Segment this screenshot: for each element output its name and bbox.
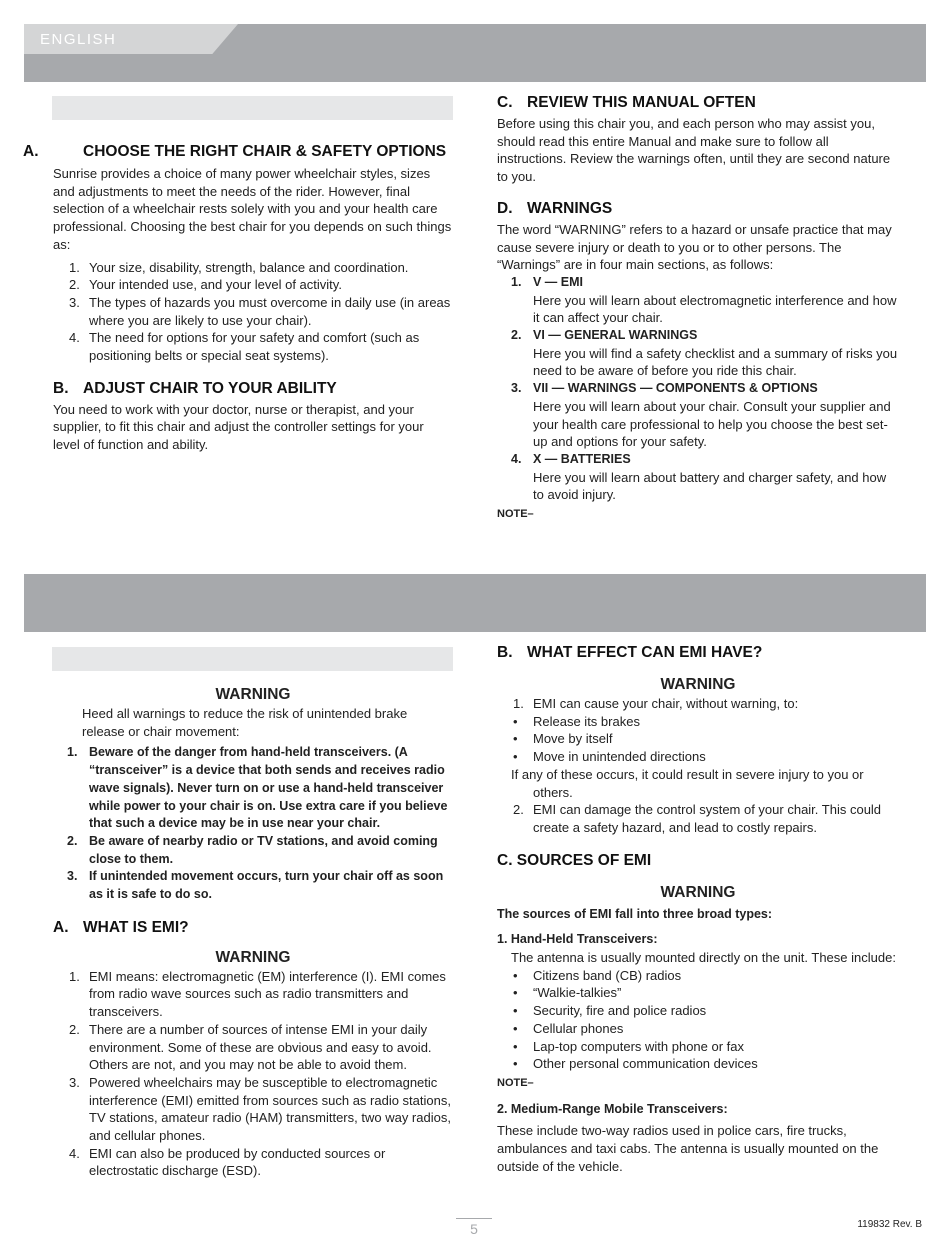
section-d-heading: D. WARNINGS [497, 199, 613, 217]
list-item: • Move by itself [513, 731, 613, 747]
list-item: • Release its brakes [513, 713, 640, 729]
note-label: NOTE– [497, 1076, 534, 1089]
list-item: 3. Powered wheelchairs may be susceptible to electromagnetic interference (EMI) emitted from sources such as radio stations, TV stations, amateur radio (HAM) transmitters, two way radios, and cellular phones. [69, 1074, 451, 1144]
list-item: 1. EMI means: electromagnetic (EM) interference (I). EMI comes from radio wave sources such as radio transmitters and transceivers. [69, 968, 446, 1020]
list-item: 4. EMI can also be produced by conducted sources or electrostatic discharge (ESD). [69, 1145, 386, 1179]
emi-a-heading: A. WHAT IS EMI? [53, 918, 189, 936]
warning-heading: WARNING [660, 883, 736, 901]
emi-effect-after: If any of these occurs, it could result in severe injury to you or others. [511, 766, 864, 800]
emi-c-heading: C. SOURCES OF EMI [497, 851, 652, 869]
emi-b-heading: B. WHAT EFFECT CAN EMI HAVE? [497, 644, 763, 661]
section-c-heading: C. REVIEW THIS MANUAL OFTEN [497, 94, 756, 111]
list-item: • Lap-top computers with phone or fax [513, 1038, 745, 1054]
emi-sources-lead: The sources of EMI fall into three broad types: [497, 906, 773, 921]
list-item: 2. Your intended use, and your level of activity. [69, 277, 342, 293]
language-label: ENGLISH [40, 31, 117, 48]
emi-sub-2-text: These include two-way radios used in police cars, fire trucks, ambulances and taxi cabs. The antenna is usually mounted on the outside of the vehicle. [497, 1123, 879, 1174]
section-title-bar-top [52, 96, 453, 120]
top-right-column [497, 93, 899, 524]
section-d-intro: The word “WARNING” refers to a hazard or unsafe practice that may cause severe injury or death to you or to other persons. The “Warnings” are in four main sections, as follows: [497, 221, 892, 273]
section-b-heading: B. ADJUST CHAIR TO YOUR ABILITY [53, 379, 337, 397]
list-item: • “Walkie-talkies” [513, 985, 622, 1001]
list-item: • Move in unintended directions [513, 749, 706, 765]
note-label: NOTE– [497, 508, 534, 521]
section-a-heading: A. CHOOSE THE RIGHT CHAIR & SAFETY OPTIONS [23, 143, 447, 160]
list-item: 4. The need for options for your safety and comfort (such as positioning belts or special seat systems). [69, 330, 420, 364]
list-item: 3. If unintended movement occurs, turn your chair off as soon as it is safe to do so. [67, 869, 444, 902]
list-item: • Cellular phones [513, 1020, 624, 1036]
emi-a-list [53, 968, 453, 1180]
list-item: 2. EMI can damage the control system of your chair. This could create a safety hazard, and lead to costly repairs. [513, 802, 882, 835]
list-item: • Security, fire and police radios [513, 1003, 707, 1019]
warning-intro: Heed all warnings to reduce the risk of unintended brake release or chair movement: [82, 706, 408, 739]
list-item: 1. Beware of the danger from hand-held transceivers. (A “transceiver” is a device that both sends and receives radio wave signals). Never turn on or use a hand-held transceiver while power to your chair is on. Use extra care if you believe that such a device may be in use near your chair. [67, 745, 448, 831]
bottom-left-column [53, 685, 453, 1180]
warning-section-item: 4. X — BATTERIES Here you will learn about battery and charger safety, and how to avoid injury. [511, 451, 887, 503]
warning-section-item: 2. VI — GENERAL WARNINGS Here you will find a safety checklist and a summary of risks you need to be aware of before you ride this chair. [511, 328, 898, 379]
emi-effect-bullets [497, 713, 899, 766]
emi-sub-1-text: The antenna is usually mounted directly on the unit. These include: [511, 950, 896, 966]
top-left-column [23, 142, 453, 454]
revision-label: 119832 Rev. B [857, 1219, 922, 1230]
list-item: 2. There are a number of sources of intense EMI in your daily environment. Some of these are obvious and easy to avoid. Others are not, and you may not be able to avoid them. [69, 1021, 432, 1073]
warning-section-item: 1. V — EMI Here you will learn about electromagnetic interference and how it can affect your chair. [511, 274, 897, 326]
warning-section-item: 3. VII — WARNINGS — COMPONENTS & OPTIONS Here you will learn about your chair. Consult your supplier and your health care professional to help you choose the best set-up and options for your safety. [511, 381, 891, 450]
section-title-bar-bottom [52, 647, 453, 671]
list-item: 3. The types of hazards you must overcome in daily use (in areas where you are likely to use your chair). [69, 294, 451, 328]
section-c-text: Before using this chair you, and each person who may assist you, should read this entire Manual and make sure to follow all instructions. Review the warnings often, until they are second nature to you. [497, 116, 891, 185]
emi-sub-heading-1: 1. Hand-Held Transceivers: [497, 932, 658, 947]
list-item: 1. EMI can cause your chair, without warning, to: [513, 696, 799, 711]
emi-source-bullets [497, 967, 899, 1073]
warning-list [53, 744, 453, 903]
warning-heading: WARNING [660, 676, 736, 693]
list-item: 2. Be aware of nearby radio or TV stations, and avoid coming close to them. [67, 833, 438, 866]
list-item: • Citizens band (CB) radios [513, 967, 682, 983]
bottom-right-column [497, 643, 899, 1175]
list-item: 1. Your size, disability, strength, balance and coordination. [69, 259, 409, 275]
section-a-intro: Sunrise provides a choice of many power wheelchair styles, sizes and adjustments to meet the needs of the rider. However, final selection of a wheelchair rests solely with you and your health care professional. Choosing the best chair for you depends on such things as: [53, 166, 452, 252]
section-band [24, 574, 926, 632]
warning-heading: WARNING [215, 686, 291, 703]
section-a-list [53, 259, 453, 365]
section-b-text: You need to work with your doctor, nurse or therapist, and your supplier, to fit this chair and adjust the controller settings for your level of function and ability. [53, 401, 424, 453]
list-item: • Other personal communication devices [513, 1056, 758, 1072]
page-number: 5 [456, 1218, 492, 1237]
emi-sub-heading-2: 2. Medium-Range Mobile Transceivers: [497, 1101, 728, 1116]
warning-heading: WARNING [215, 948, 291, 966]
